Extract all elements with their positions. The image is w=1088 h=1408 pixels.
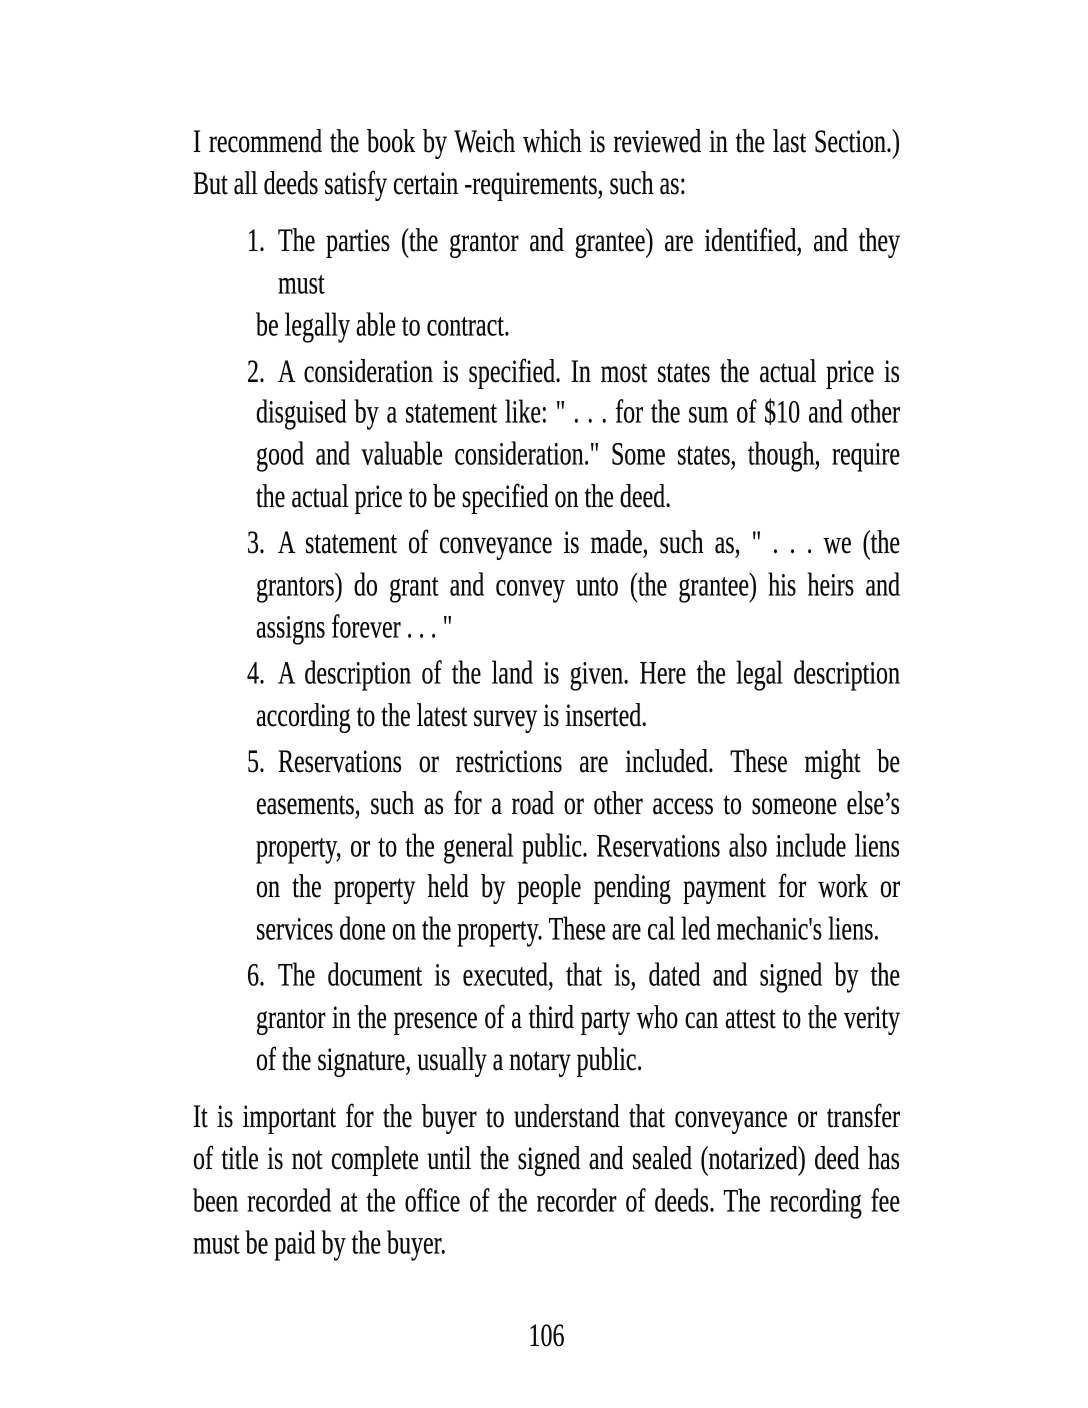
text-line: It is important for the buyer to understand that conveyance or transfer bbox=[193, 1099, 900, 1136]
text-line: A description of the land is given. Here the legal description bbox=[278, 656, 900, 692]
text-line: I recommend the book by Weich which is reviewed in the last Section.) bbox=[193, 124, 900, 161]
text-line: The document is executed, that is, dated and signed by the bbox=[278, 958, 900, 995]
text-line: assigns forever . . . " bbox=[256, 610, 453, 646]
text-line: A consideration is specified. In most states the actual price is bbox=[278, 353, 900, 390]
text-line: The parties (the grantor and grantee) are identified, and they must bbox=[278, 223, 900, 302]
list-item-4 bbox=[193, 654, 900, 738]
text-line: grantors) do grant and convey unto (the grantee) his heirs and bbox=[256, 568, 900, 604]
list-item-1 bbox=[193, 221, 900, 347]
text-line: easements, such as for a road or other access to someone else’s bbox=[256, 786, 900, 822]
item-number: 4. bbox=[247, 656, 265, 692]
text-line: Reservations or restrictions are included. These might be bbox=[278, 744, 900, 780]
list-item-5 bbox=[193, 742, 900, 952]
page-number: 106 bbox=[528, 1318, 565, 1354]
page-text-column bbox=[193, 122, 900, 1358]
text-line: But all deeds satisfy certain -requirements, such as: bbox=[193, 166, 687, 203]
text-line: of title is not complete until the signed and sealed (notarized) deed has bbox=[193, 1141, 900, 1178]
item-number: 5. bbox=[247, 744, 265, 780]
text-line: A statement of conveyance is made, such as, " . . . we (the bbox=[278, 526, 900, 562]
item-number: 6. bbox=[247, 958, 265, 995]
paragraph-closing bbox=[193, 1097, 900, 1265]
text-line: the actual price to be specified on the deed. bbox=[256, 480, 672, 516]
deed-requirements-list bbox=[193, 221, 900, 1082]
item-number: 3. bbox=[247, 526, 265, 562]
list-item-2 bbox=[193, 351, 900, 519]
list-item-3 bbox=[193, 523, 900, 649]
item-number: 2. bbox=[247, 353, 265, 390]
text-line: property, or to the general public. Reservations also include liens bbox=[256, 828, 900, 864]
text-line: been recorded at the office of the recorder of deeds. The recording fee bbox=[193, 1183, 900, 1220]
text-line: of the signature, usually a notary public. bbox=[256, 1042, 643, 1079]
text-line: according to the latest survey is inserted. bbox=[256, 698, 648, 734]
text-line: disguised by a statement like: " . . . for the sum of $10 and other bbox=[256, 395, 900, 432]
text-line: services done on the property. These are cal led mechanic's liens. bbox=[256, 912, 880, 948]
text-line: must be paid by the buyer. bbox=[193, 1225, 447, 1262]
text-line: good and valuable consideration." Some states, though, require bbox=[256, 437, 900, 474]
item-number: 1. bbox=[247, 223, 265, 260]
text-line: grantor in the presence of a third party who can attest to the verity bbox=[256, 1000, 900, 1037]
paragraph-intro bbox=[193, 122, 900, 206]
text-line: on the property held by people pending payment for work or bbox=[256, 870, 900, 906]
text-line: be legally able to contract. bbox=[256, 307, 510, 344]
list-item-6 bbox=[193, 956, 900, 1082]
